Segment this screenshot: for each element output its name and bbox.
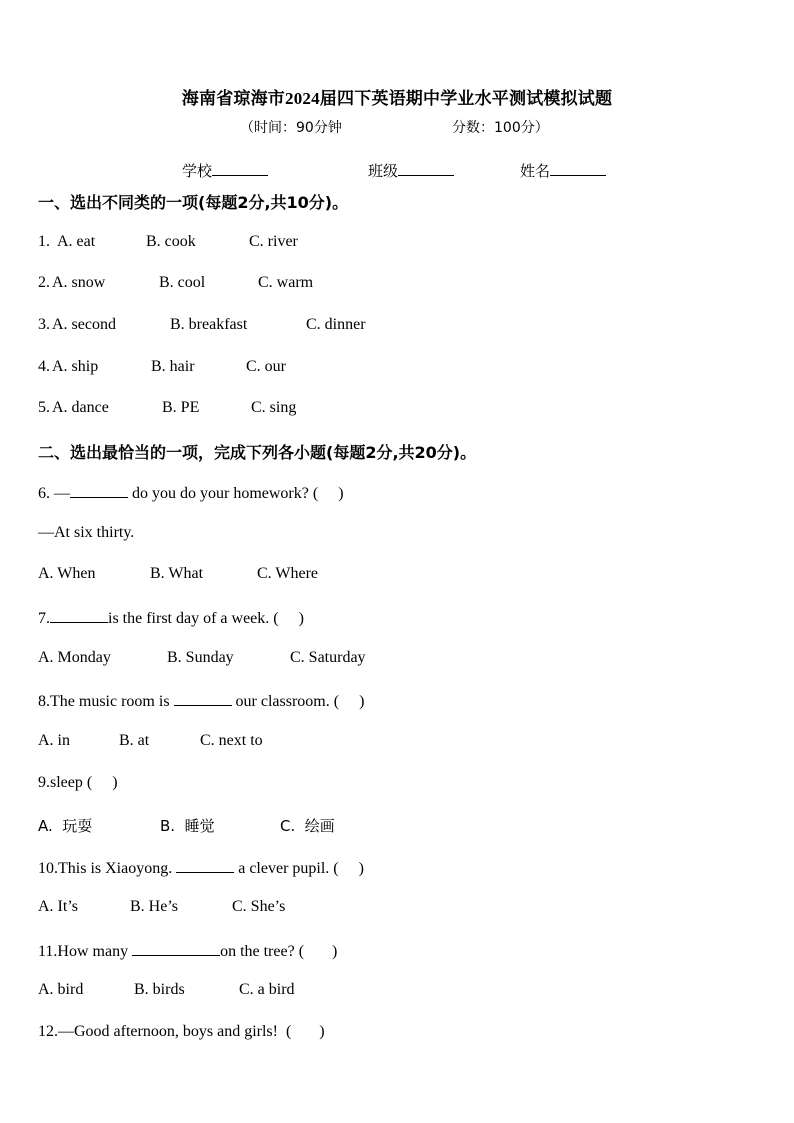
question-text: a clever pupil. ( ): [234, 860, 364, 877]
question-6: [38, 482, 344, 503]
question-text: 7.: [38, 610, 50, 627]
question-text: our classroom. ( ): [231, 693, 365, 710]
exam-time: （时间：90分钟: [240, 120, 342, 136]
option-c: C. warm: [258, 274, 314, 291]
option-b: B. cook: [146, 233, 196, 250]
page-title: 海南省琼海市2024届四下英语期中学业水平测试模拟试题: [181, 89, 613, 108]
option-a: A. second: [52, 316, 116, 333]
option-c: C. our: [246, 358, 286, 375]
option-c: C. a bird: [239, 981, 295, 998]
option-c: C. dinner: [306, 316, 366, 333]
class-label: 班级: [368, 162, 399, 180]
question-text: 11.How many: [38, 943, 133, 960]
option-b: B. birds: [134, 981, 185, 998]
option-c: C. She’s: [232, 898, 286, 915]
option-b: B. at: [119, 732, 150, 749]
question-number: 3.: [38, 316, 50, 333]
question-9: 9.sleep ( ): [38, 774, 118, 791]
option-c: C. sing: [251, 399, 297, 416]
school-field: [182, 160, 268, 181]
question-7: [38, 607, 304, 628]
option-a: A. When: [38, 565, 96, 582]
option-c: C. 绘画: [280, 817, 335, 835]
option-b: B. hair: [151, 358, 195, 375]
answer-blank: [50, 607, 108, 623]
name-field: [520, 160, 606, 181]
option-a: A. snow: [52, 274, 106, 291]
question-text: do you do your homework? ( ): [128, 485, 344, 502]
question-text: 6. —: [38, 485, 70, 502]
option-a: A. dance: [52, 399, 109, 416]
exam-score: 分数：100分）: [452, 120, 549, 136]
answer-blank: [70, 482, 128, 498]
option-b: B. What: [150, 565, 204, 582]
name-blank: [550, 161, 606, 176]
question-text: 10.This is Xiaoyong.: [38, 860, 177, 877]
option-a: A. eat: [57, 233, 96, 250]
option-b: B. Sunday: [167, 649, 234, 666]
answer-blank: [176, 857, 234, 873]
answer-blank: [132, 940, 220, 956]
question-6-answer: —At six thirty.: [38, 524, 135, 541]
question-text: is the first day of a week. ( ): [108, 610, 304, 627]
class-field: [368, 160, 454, 181]
question-8: [38, 690, 364, 711]
option-a: A. Monday: [38, 649, 111, 666]
option-b: B. PE: [162, 399, 200, 416]
school-blank: [212, 161, 268, 176]
option-b: B. cool: [159, 274, 206, 291]
section-1-heading: 一、选出不同类的一项(每题2分,共10分)。: [38, 193, 349, 212]
option-a: A. It’s: [38, 898, 78, 915]
name-label: 姓名: [520, 162, 551, 180]
option-c: C. Where: [257, 565, 319, 582]
option-c: C. river: [249, 233, 298, 250]
question-text: 8.The music room is: [38, 693, 174, 710]
answer-blank: [174, 690, 232, 706]
question-number: 1.: [38, 233, 54, 250]
question-number: 4.: [38, 358, 50, 375]
option-a: A. ship: [52, 358, 99, 375]
school-label: 学校: [182, 162, 213, 180]
question-number: 2.: [38, 274, 50, 291]
option-a: A. in: [38, 732, 70, 749]
question-11: [38, 940, 337, 961]
option-b: B. 睡觉: [160, 817, 215, 835]
question-text: on the tree? ( ): [220, 943, 338, 960]
option-a: A. 玩耍: [38, 817, 93, 835]
option-c: C. next to: [200, 732, 263, 749]
class-blank: [398, 161, 454, 176]
option-a: A. bird: [38, 981, 84, 998]
question-10: [38, 857, 364, 878]
question-12: 12.—Good afternoon, boys and girls! ( ): [38, 1023, 325, 1040]
option-b: B. He’s: [130, 898, 178, 915]
question-number: 5.: [38, 399, 50, 416]
option-b: B. breakfast: [170, 316, 248, 333]
option-c: C. Saturday: [290, 649, 366, 666]
section-2-heading: 二、选出最恰当的一项，完成下列各小题(每题2分,共20分)。: [38, 443, 477, 462]
